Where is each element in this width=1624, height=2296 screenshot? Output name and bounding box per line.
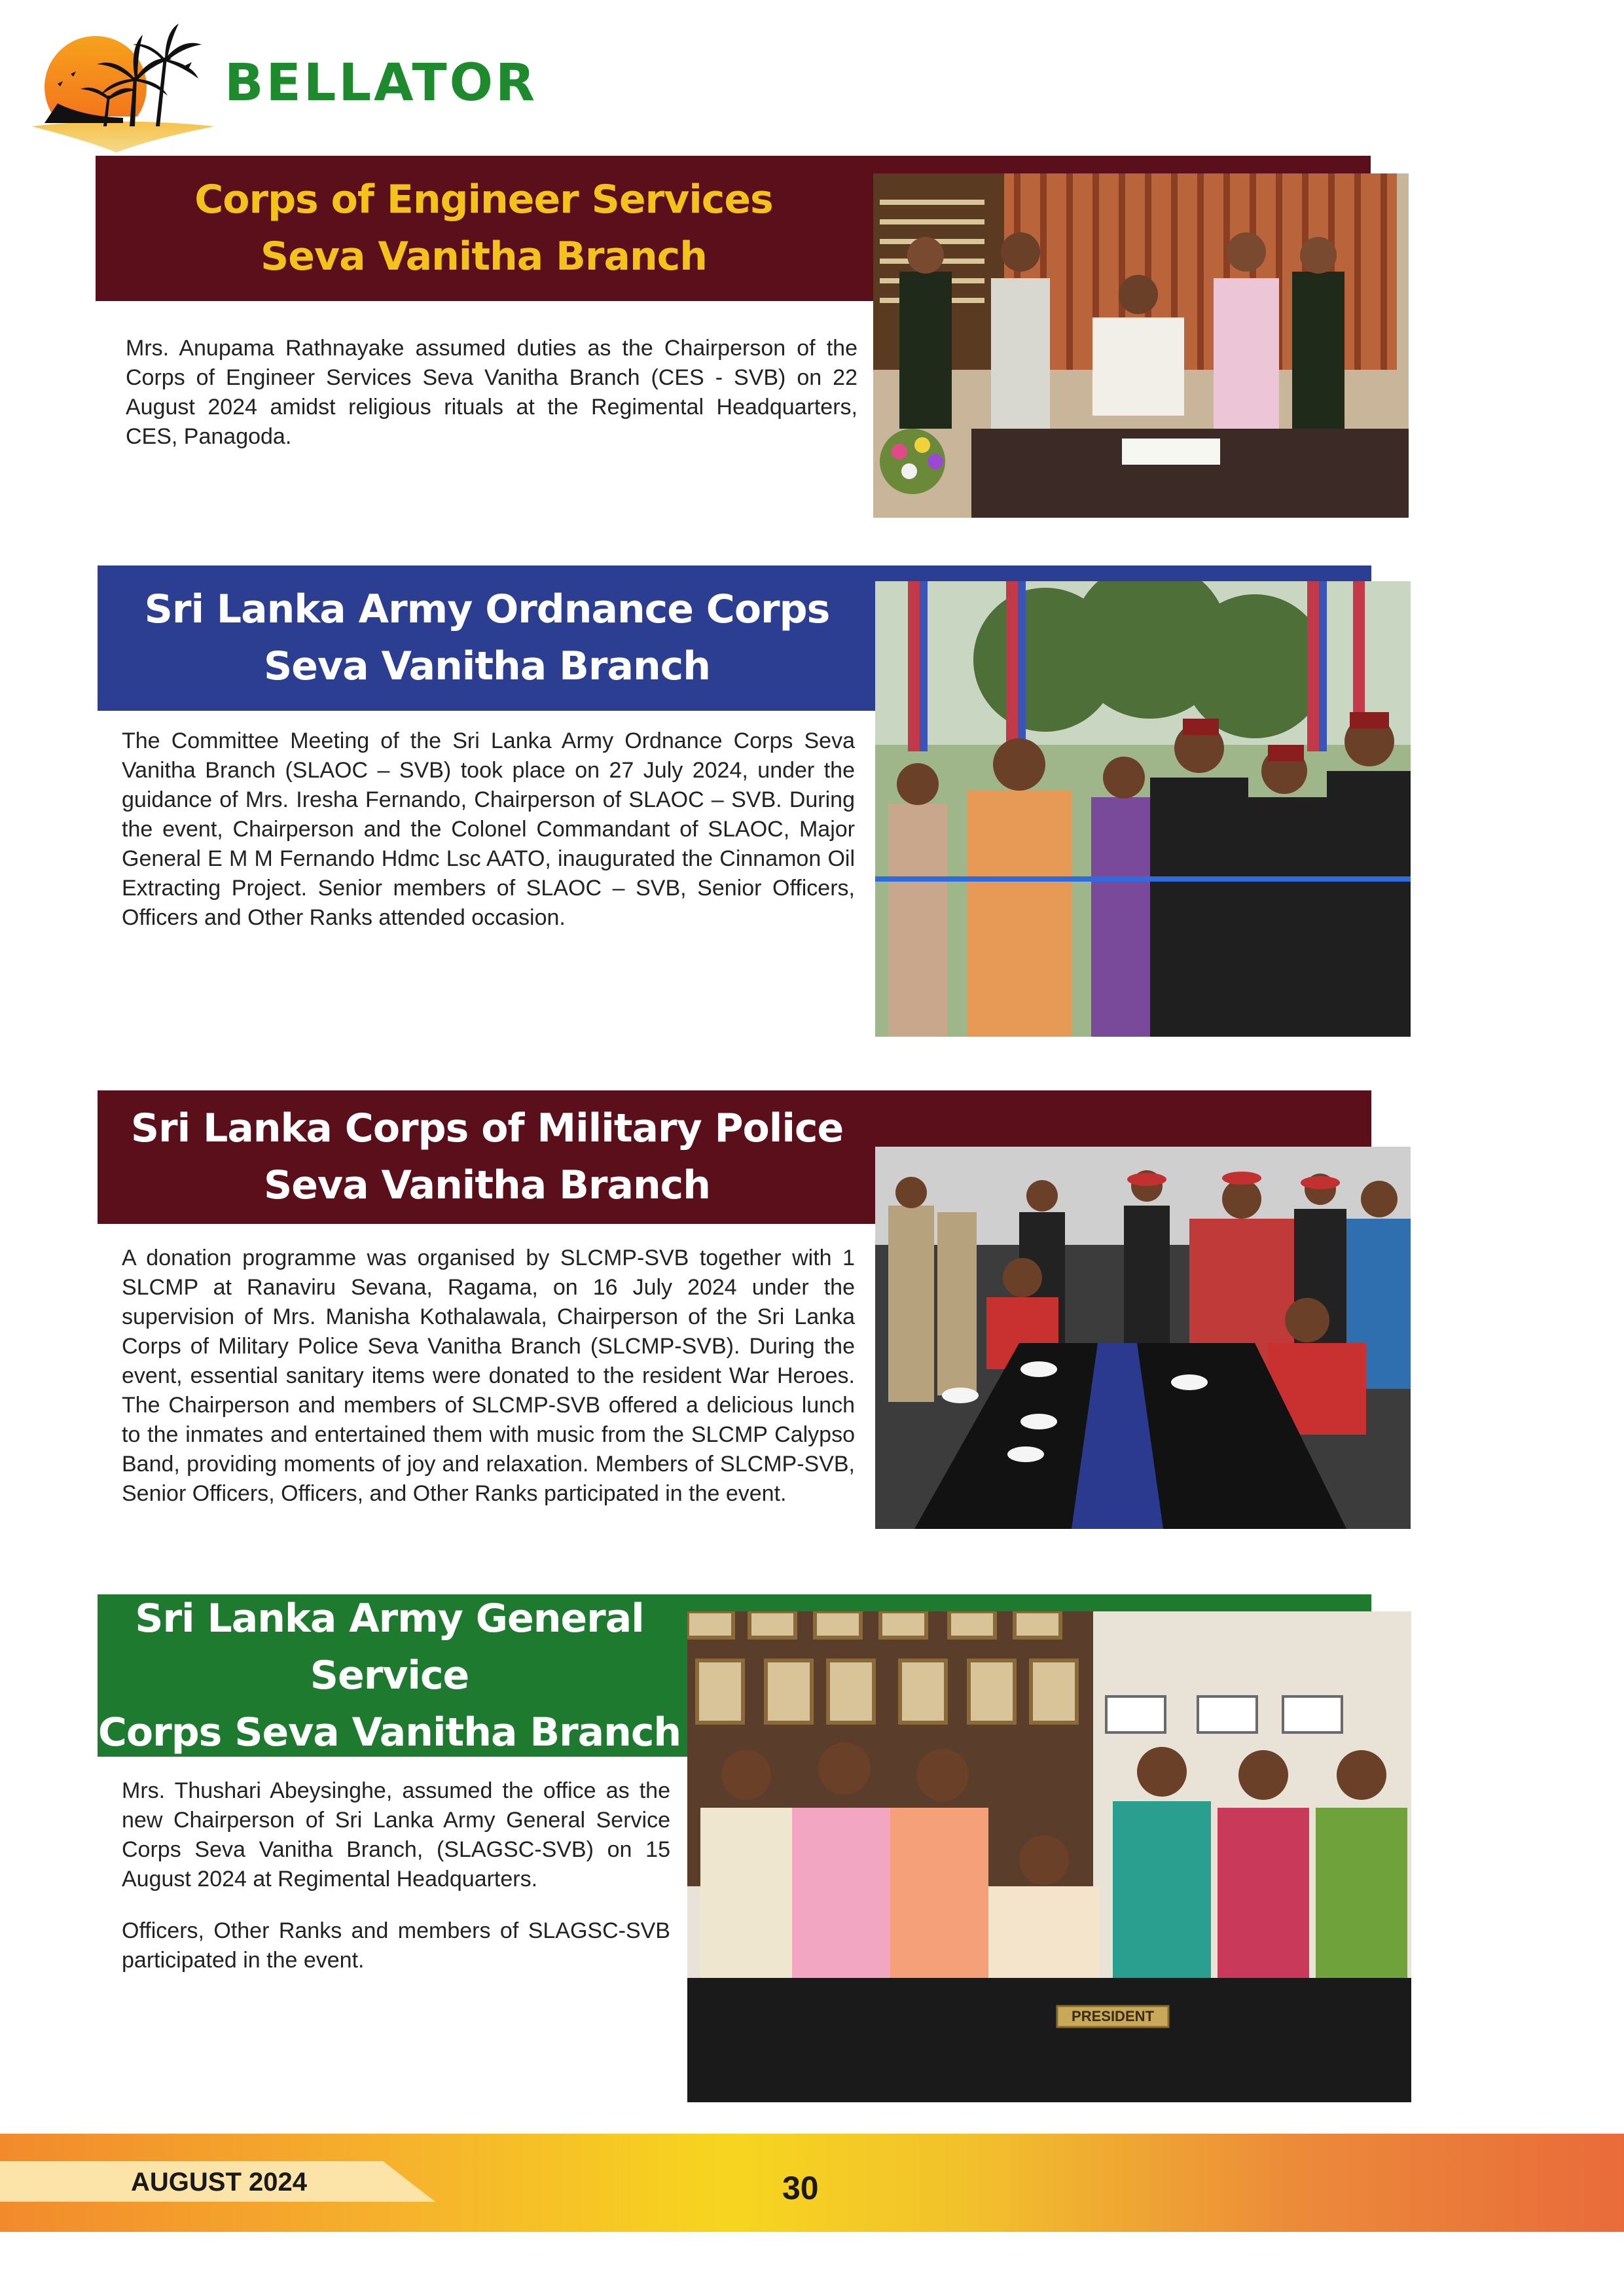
paragraph: Mrs. Thushari Abeysinghe, assumed the office as the new Chairperson of Sri Lanka Army General Service Corps Seva Vanitha Branch, (SLAGSC-SVB) on 15 August 2024 at Regimental Headquarters. xyxy=(122,1778,670,1892)
section-title: Sri Lanka Corps of Military Police xyxy=(130,1105,844,1151)
bellator-logo-emblem xyxy=(18,18,221,156)
section-body-slaoc xyxy=(122,726,855,933)
section-title: Corps Seva Vanitha Branch xyxy=(98,1709,681,1755)
photo-ces-chairperson xyxy=(873,173,1409,518)
photo-slcmp-lunch xyxy=(875,1147,1411,1529)
paragraph: A donation programme was organised by SLCMP-SVB together with 1 SLCMP at Ranaviru Sevana, Ragama, on 16 July 2024 under the supervision of Mrs. Manisha Kothalawala, Chairperson of the Sri Lanka Corps of Military Police Seva Vanitha Branch (SLCMP-SVB). During the event, essential sanitary items were donated to the resident War Heroes. The Chairperson and members of SLCMP-SVB offered a delicious lunch to the inmates and entertained them with music from the SLCMP Calypso Band, providing moments of joy and relaxation. Members of SLCMP-SVB, Senior Officers, Officers, and Other Ranks participated in the event. xyxy=(122,1246,855,1506)
photo-slaoc-ribbon-cutting xyxy=(875,581,1411,1037)
paragraph: The Committee Meeting of the Sri Lanka Army Ordnance Corps Seva Vanitha Branch (SLAOC – SVB) took place on 27 July 2024, under the guidance of Mrs. Iresha Fernando, Chairperson of SLAOC – SVB. During the event, Chairperson and the Colonel Commandant of SLAOC, Major General E M M Fernando Hdmc Lsc AATO, inaugurated the Cinnamon Oil Extracting Project. Senior members of SLAOC – SVB, Senior Officers, Officers and Other Ranks attended occasion. xyxy=(122,728,855,930)
section-title: Seva Vanitha Branch xyxy=(264,1162,710,1208)
section-title: Seva Vanitha Branch xyxy=(261,234,707,279)
paragraph: Mrs. Anupama Rathnayake assumed duties as the Chairperson of the Corps of Engineer Services Seva Vanitha Branch (CES - SVB) on 22 August 2024 amidst religious rituals at the Regimental Headquarters, CES, Panagoda. xyxy=(126,336,857,449)
section-title: Sri Lanka Army Ordnance Corps xyxy=(144,586,830,632)
section-body-slagsc xyxy=(122,1776,670,1975)
section-title: Sri Lanka Army General Service xyxy=(135,1595,644,1698)
paragraph: Officers, Other Ranks and members of SLAGSC-SVB participated in the event. xyxy=(122,1918,670,1973)
photo-slagsc-chairperson xyxy=(687,1611,1411,2102)
page-number: 30 xyxy=(782,2170,819,2206)
brand-name: BELLATOR xyxy=(225,54,538,113)
president-nameplate: PRESIDENT xyxy=(1072,2008,1154,2024)
issue-date: AUGUST 2024 xyxy=(131,2168,307,2197)
section-body-slcmp xyxy=(122,1244,855,1509)
section-title: Seva Vanitha Branch xyxy=(264,643,710,689)
section-body-ces xyxy=(126,334,857,452)
section-title: Corps of Engineer Services xyxy=(194,177,773,223)
